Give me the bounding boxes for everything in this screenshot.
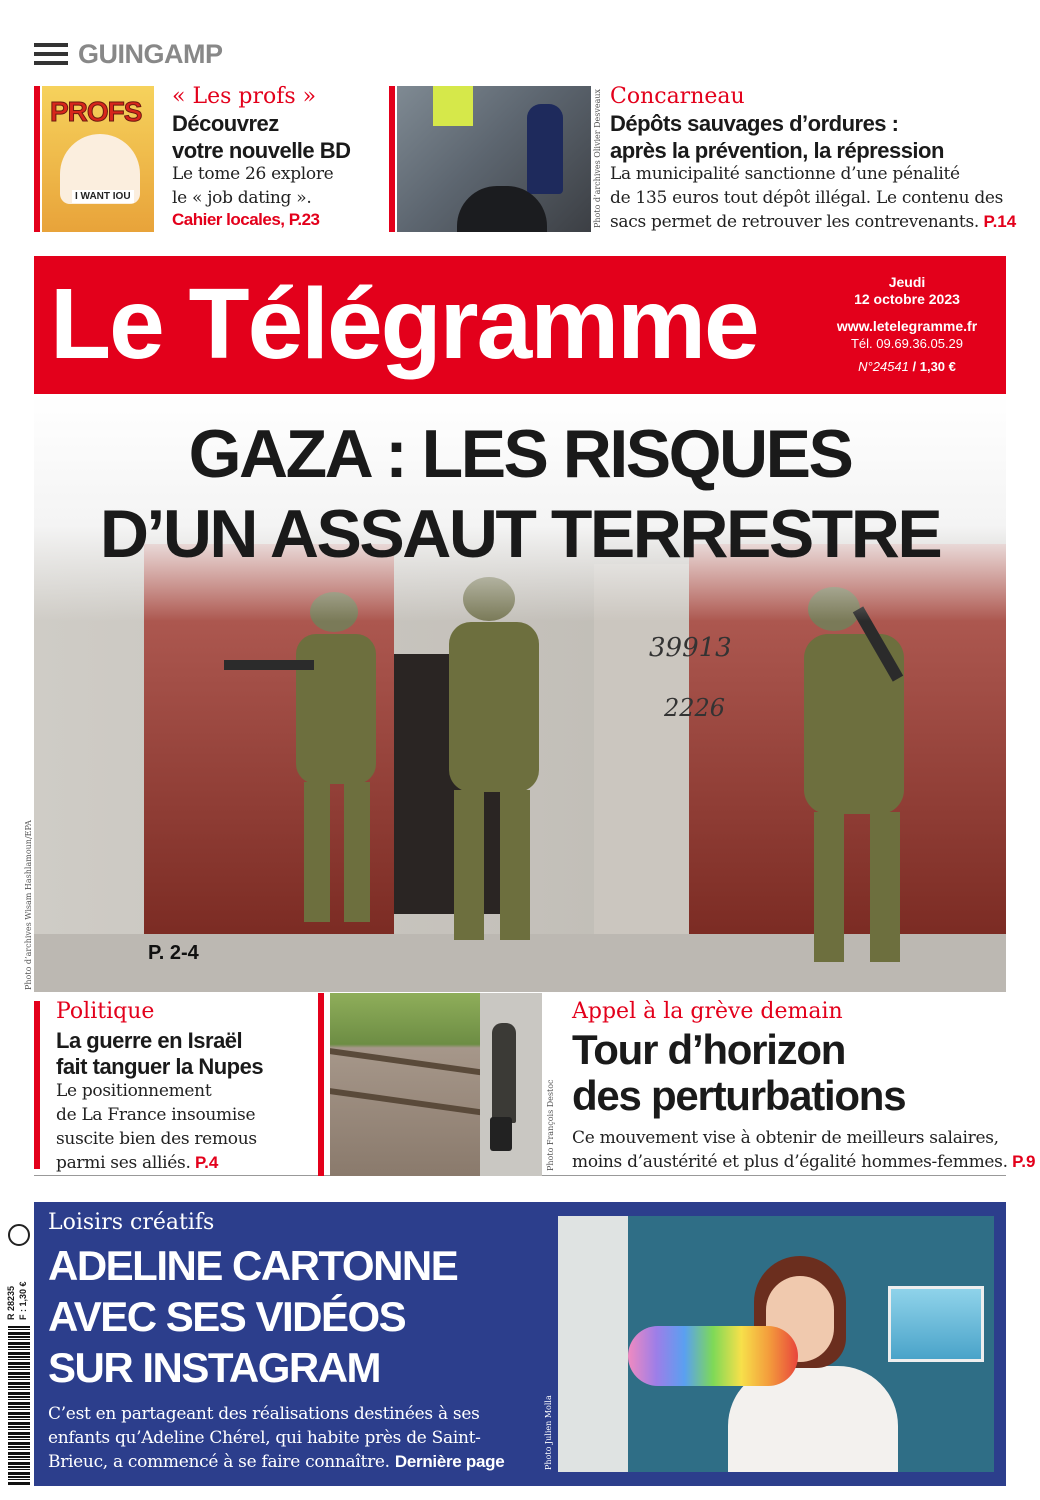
headline-line-1: GAZA : LES RISQUES bbox=[188, 416, 852, 492]
politics-body-4: parmi ses alliés. bbox=[56, 1153, 191, 1173]
strike-accent-bar bbox=[318, 993, 324, 1176]
teaser-title-1: Dépôts sauvages d’ordures : bbox=[610, 111, 899, 136]
newspaper-logo[interactable]: Le Télégramme bbox=[50, 268, 758, 380]
teaser-title-2: votre nouvelle BD bbox=[172, 138, 351, 163]
teaser-title-1: Découvrez bbox=[172, 111, 279, 136]
teaser-body-2: le « job dating ». bbox=[172, 188, 312, 208]
menu-icon[interactable] bbox=[34, 43, 68, 65]
promo-title-1: ADELINE CARTONNE bbox=[48, 1242, 458, 1289]
photo-credit: Photo d’archives Wisam Hashlamoun/EPA bbox=[24, 820, 33, 990]
story-politics[interactable] bbox=[34, 993, 318, 1176]
promo-title-2: AVEC SES VIDÉOS bbox=[48, 1293, 406, 1340]
teaser-title-2: après la prévention, la répression bbox=[610, 138, 944, 163]
teaser-body-2: de 135 euros tout dépôt illégal. Le contenu des bbox=[610, 188, 1004, 208]
headline-line-2: D’UN ASSAUT TERRESTRE bbox=[99, 496, 941, 572]
promo-kicker: Loisirs créatifs bbox=[48, 1210, 215, 1235]
teaser-body-1: La municipalité sanctionne d’une pénalité bbox=[610, 164, 960, 184]
teaser-accent-bar bbox=[34, 86, 40, 232]
strike-title-1: Tour d’horizon bbox=[572, 1026, 846, 1073]
comic-cover-image bbox=[42, 86, 154, 232]
politics-body-3: suscite bien des remous bbox=[56, 1129, 257, 1149]
issue-price: / 1,30 € bbox=[912, 359, 956, 374]
phone-number: Tél. 09.69.36.05.29 bbox=[850, 336, 964, 351]
politics-title-1: La guerre en Israël bbox=[56, 1028, 243, 1053]
edition-header bbox=[34, 36, 223, 72]
promo-title-3: SUR INSTAGRAM bbox=[48, 1344, 381, 1391]
teaser-kicker: Concarneau bbox=[610, 84, 745, 109]
politics-body-2: de La France insoumise bbox=[56, 1105, 256, 1125]
adeline-photo bbox=[558, 1216, 994, 1472]
painted-caterpillar bbox=[628, 1326, 798, 1386]
teaser-concarneau[interactable] bbox=[389, 84, 1017, 232]
politics-title-2: fait tanguer la Nupes bbox=[56, 1054, 264, 1079]
teaser-body-3: sacs permet de retrouver les contrevenants. bbox=[610, 212, 979, 232]
promo-title bbox=[48, 1240, 548, 1393]
promo-body-1: C’est en partageant des réalisations destinées à ses bbox=[48, 1404, 480, 1424]
issue-date: 12 octobre 2023 bbox=[854, 291, 960, 307]
politics-page-ref[interactable]: P.4 bbox=[195, 1153, 219, 1172]
comic-cover-sign: I WANT IOU bbox=[72, 190, 134, 203]
barcode-bars bbox=[8, 1326, 30, 1486]
promo-body bbox=[48, 1402, 548, 1474]
strike-body-1: Ce mouvement vise à obtenir de meilleurs salaires, bbox=[572, 1128, 999, 1148]
teaser-profs[interactable] bbox=[34, 86, 364, 232]
edition-name: GUINGAMP bbox=[78, 38, 223, 69]
promo-body-3: Brieuc, a commencé à se faire connaître. bbox=[48, 1452, 390, 1472]
publisher-logo-icon bbox=[8, 1224, 30, 1246]
masthead bbox=[34, 256, 1006, 394]
promo-box[interactable] bbox=[34, 1202, 1006, 1486]
politics-kicker: Politique bbox=[56, 999, 155, 1024]
issue-number: N°24541 bbox=[858, 359, 909, 374]
teaser-page-ref[interactable]: Cahier locales, P.23 bbox=[172, 210, 320, 229]
story-strike[interactable] bbox=[318, 993, 1036, 1176]
barcode-code: R 28235 bbox=[6, 1285, 16, 1320]
main-page-ref[interactable]: P. 2-4 bbox=[148, 942, 199, 964]
teaser-accent-bar bbox=[389, 86, 395, 232]
teaser-body-1: Le tome 26 explore bbox=[172, 164, 334, 184]
politics-accent-bar bbox=[34, 1001, 40, 1169]
photo-credit: Photo Julien Molla bbox=[544, 1395, 553, 1470]
website-link[interactable]: www.letelegramme.fr bbox=[836, 318, 978, 334]
politics-body-1: Le positionnement bbox=[56, 1081, 212, 1101]
strike-page-ref[interactable]: P.9 bbox=[1012, 1152, 1036, 1171]
promo-page-ref[interactable]: Dernière page bbox=[394, 1452, 505, 1471]
barcode-area bbox=[6, 1222, 30, 1486]
masthead-info bbox=[832, 274, 982, 375]
photo-credit: Photo d’archives Olivier Desveaux bbox=[593, 88, 602, 228]
main-headline bbox=[34, 414, 1006, 574]
comic-cover-logo: PROFS bbox=[50, 96, 142, 127]
strike-kicker: Appel à la grève demain bbox=[572, 999, 843, 1024]
issue-day: Jeudi bbox=[888, 274, 926, 290]
barcode-price: F : 1,30 € bbox=[18, 1281, 28, 1320]
promo-body-2: enfants qu’Adeline Chérel, qui habite près de Saint- bbox=[48, 1428, 481, 1448]
garbage-photo bbox=[397, 86, 591, 232]
teaser-page-ref[interactable]: P.14 bbox=[983, 212, 1017, 231]
strike-body-2: moins d’austérité et plus d’égalité hommes-femmes. bbox=[572, 1152, 1008, 1172]
train-platform-photo bbox=[330, 993, 542, 1176]
teaser-kicker: « Les profs » bbox=[172, 84, 317, 109]
strike-title-2: des perturbations bbox=[572, 1072, 906, 1119]
main-story[interactable] bbox=[34, 394, 1006, 992]
photo-credit: Photo François Destoc bbox=[546, 1079, 555, 1171]
